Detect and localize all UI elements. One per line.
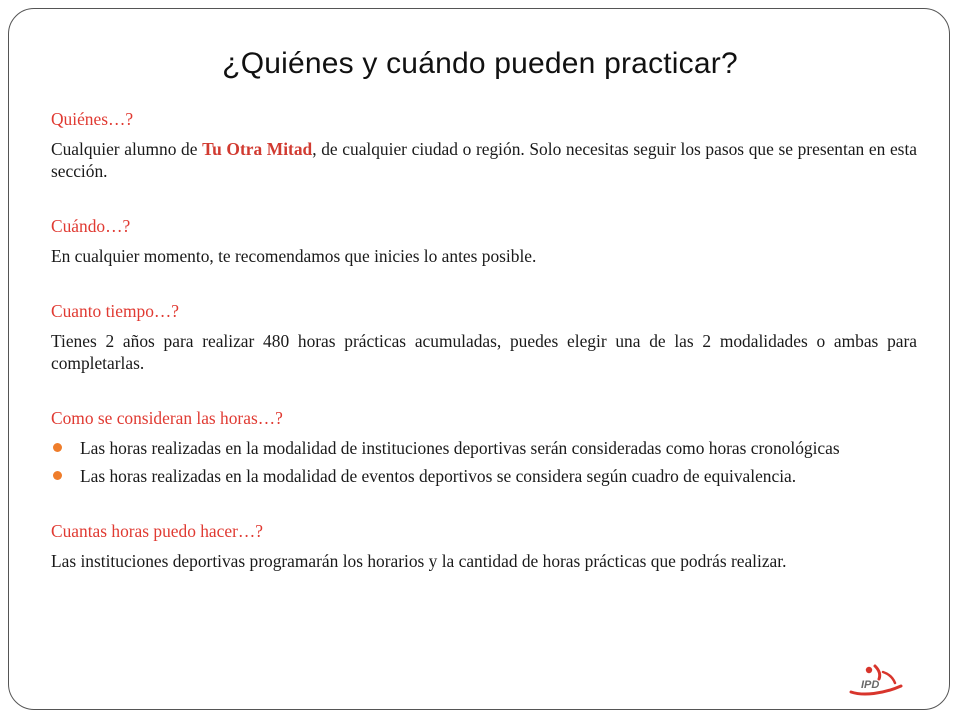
quienes-text-before: Cualquier alumno de (51, 139, 203, 159)
list-item (51, 437, 917, 459)
logo-text: IPD (861, 679, 880, 691)
section-heading-cuanto: Cuanto tiempo…? (51, 301, 179, 321)
section-text-cuanto: Tienes 2 años para realizar 480 horas prácticas acumuladas, puedes elegir una de las 2 modalidades o ambas para completarlas. (51, 331, 917, 373)
bullet-dot-icon (53, 471, 62, 480)
quienes-text-after: , de cualquier ciudad o región. Solo necesitas seguir los pasos que se presentan en esta sección. (51, 139, 917, 181)
section-heading-quienes: Quiénes…? (51, 109, 134, 129)
bullet-dot-icon (53, 443, 62, 452)
bullet-text: Las horas realizadas en la modalidad de instituciones deportivas serán consideradas como horas cronológicas (80, 438, 840, 458)
bullet-text: Las horas realizadas en la modalidad de eventos deportivos se considera según cuadro de equivalencia. (80, 466, 797, 486)
section-text-quienes (51, 138, 917, 182)
slide-title: ¿Quiénes y cuándo pueden practicar? (222, 47, 738, 80)
section-heading-cuando: Cuándo…? (51, 216, 131, 236)
section-text-cuantas: Las instituciones deportivas programarán los horarios y la cantidad de horas prácticas que podrás realizar. (51, 551, 787, 571)
section-heading-como: Como se consideran las horas…? (51, 408, 283, 428)
bullet-list (51, 437, 917, 487)
slide-content (51, 108, 917, 572)
ipd-logo-icon (845, 662, 907, 702)
brand-name: Tu Otra Mitad (202, 139, 313, 159)
section-text-cuando: En cualquier momento, te recomendamos que inicies lo antes posible. (51, 246, 537, 266)
list-item (51, 465, 917, 487)
section-heading-cuantas: Cuantas horas puedo hacer…? (51, 521, 263, 541)
